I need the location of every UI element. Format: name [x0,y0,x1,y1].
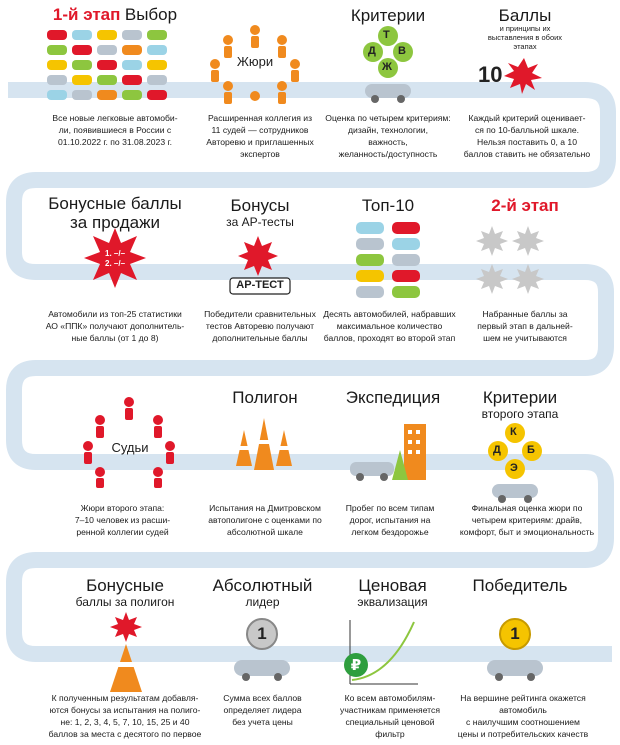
caption-line: специальный ценовой [345,717,435,727]
caption-line: легком бездорожье [351,527,429,537]
criteria-letter-zh: Ж [382,61,392,73]
caption-line: максимальное количество [336,321,443,331]
title-line: за продажи [70,213,160,232]
winner-caption [448,692,598,740]
leader-medal-number: 1 [257,624,267,643]
price-equalization-subtitle: эквализация [357,595,428,609]
absolute-leader-title: Абсолютный [212,576,313,595]
title-line: Бонусные баллы [48,194,182,213]
criteria2-caption [452,502,602,538]
criteria-caption [322,112,454,160]
criteria2-letter-b: Б [527,444,535,456]
caption-line: четырем критериям: драйв, [471,515,583,525]
caption-line: ся по 10-балльной шкале. [474,125,580,135]
criteria2-heading [465,388,575,421]
caption-line: участникам применяется [340,705,440,715]
polygon-bonus-title: Бонусные [86,576,164,595]
judges-label: Судьи [111,440,149,455]
caption-line: автомобиль [499,705,547,715]
caption-line: Сумма всех баллов [223,693,302,703]
points-caption [452,112,602,160]
polygon-title: Полигон [232,388,298,407]
sales-bonus-heading [40,194,190,232]
winner-title: Победитель [472,576,568,595]
points-subtitle [470,24,580,51]
caption-line: Пробег по всем типам [345,503,435,513]
expedition-icon [350,424,426,481]
caption-line: Все новые легковые автомоби- [52,113,178,123]
caption-line: Каждый критерий оценивает- [468,113,586,123]
caption-line: Нельзя поставить 0, а 10 [477,137,577,147]
caption-line: баллов ставить не обязательно [463,149,591,159]
caption-line: комфорт, быт и эмоциональность [459,527,595,537]
caption-line: без учета цены [232,717,293,727]
rank-line: 2. –/– [105,259,126,268]
caption-line: Авторевю и приглашенных [206,137,314,147]
criteria-letter-t: Т [383,29,390,41]
price-equalization-heading [335,576,450,609]
caption-line: автополигоне с оценками по [208,515,322,525]
caption-line: баллов за места с десятого по первое [48,729,202,739]
polygon-caption [200,502,330,538]
caption-line: К полученным результатам добавля- [51,693,199,703]
criteria-letter-d: Д [368,45,376,57]
caption-line: дорог, испытания на [349,515,431,525]
choice-caption [40,112,190,148]
points-title: Баллы [498,6,552,25]
caption-line: цены и потребительских качеств [457,729,589,739]
traffic-cones-icon [236,418,292,470]
caption-line: определяет лидера [223,705,302,715]
caption-line: Финальная оценка жюри по [471,503,583,513]
absolute-leader-heading [205,576,320,609]
sales-ranks [105,249,125,269]
ruble-icon: ₽ [350,657,362,674]
flow-path [8,90,612,654]
jury-label: Жюри [236,54,274,69]
stage2-caption [460,308,590,344]
caption-line: 11 судей — сотрудников [211,125,309,135]
stage2-label: 2-й этап [491,196,559,215]
caption-line: АО «ППК» получают дополнитель- [45,321,185,331]
criteria2-letter-k: К [510,426,517,438]
caption-line: Победители сравнительных [204,309,316,319]
caption-line: ные баллы (от 1 до 8) [71,333,159,343]
score-ten: 10 [478,62,503,87]
ar-bonus-subtitle: за АР-тесты [226,215,294,229]
winner-medal-number: 1 [510,624,520,643]
caption-line: Жюри второго этапа: [80,503,165,513]
caption-line: 01.10.2022 г. по 31.08.2023 г. [58,137,172,147]
rank-line: 1. –/– [105,249,126,258]
ar-bonus-title: Бонусы [230,196,290,215]
top10-title: Топ-10 [361,196,415,215]
judges-caption [50,502,195,538]
caption-line: ренной коллегии судей [76,527,169,537]
subtitle-line: этапах [513,42,537,51]
caption-line: шем не учитываются [483,333,567,343]
caption-line: тестов Авторевю получают [205,321,315,331]
caption-line: Ко всем автомобилям- [344,693,436,703]
choice-title: Выбор [124,5,178,24]
caption-line: баллов, проходят во второй этап [323,333,456,343]
caption-line: На вершине рейтинга окажется [460,693,586,703]
criteria2-letter-e: Э [510,462,518,474]
criteria-title: Критерии [350,6,426,25]
top10-caption [322,308,457,344]
absolute-leader-caption [210,692,315,728]
gray-stars-icon [476,226,544,294]
caption-line: 7–10 человек из расши- [74,515,171,525]
caption-line: абсолютной шкале [227,527,303,537]
polygon-bonus-heading [45,576,205,609]
price-equalization-caption [330,692,450,740]
ar-star-icon [238,236,278,276]
caption-line: первый этап в дальней- [477,321,573,331]
stage1-heading [40,5,190,25]
caption-line: не: 1, 2, 3, 4, 5, 7, 10, 15, 25 и 40 [60,717,190,727]
criteria2-title: Критерии [482,388,558,407]
caption-line: Расширенная коллегия из [207,113,313,123]
criteria-letter-v: В [398,45,406,57]
ar-test-badge: АР-ТЕСТ [236,279,284,291]
caption-line: Оценка по четырем критериям: [325,113,451,123]
caption-line: фильтр [375,729,405,739]
sales-caption [40,308,190,344]
caption-line: экспертов [240,149,280,159]
ar-caption [195,308,325,344]
polygon-bonus-caption [40,692,210,740]
criteria2-subtitle: второго этапа [481,407,559,421]
absolute-leader-subtitle: лидер [245,595,280,609]
caption-line: Десять автомобилей, набравших [323,309,456,319]
ar-bonus-heading [200,196,320,229]
polygon-bonus-subtitle: баллы за полигон [75,595,175,609]
subtitle-line: выставления в обоих [487,33,563,42]
caption-line: дополнительные баллы [212,333,308,343]
caption-line: ли, появившиеся в России с [58,125,172,135]
expedition-caption [330,502,450,538]
caption-line: Автомобили из топ-25 статистики [48,309,182,319]
caption-line: желанность/доступность [338,149,438,159]
caption-line: ются бонусы за испытания на полиго- [49,705,201,715]
subtitle-line: и принципы их [499,24,551,33]
caption-line: Испытания на Дмитровском [209,503,321,513]
caption-line: дизайн, технологии, [348,125,428,135]
jury-caption [195,112,325,160]
expedition-title: Экспедиция [345,388,441,407]
stage1-label: 1-й этап [52,5,121,24]
price-equalization-title: Ценовая [358,576,427,595]
caption-line: важность, [368,137,408,147]
top10-cars-icon [356,222,420,298]
criteria2-letter-d: Д [493,444,501,456]
caption-line: с наилучшим соотношением [466,717,580,727]
caption-line: Набранные баллы за [482,309,568,319]
